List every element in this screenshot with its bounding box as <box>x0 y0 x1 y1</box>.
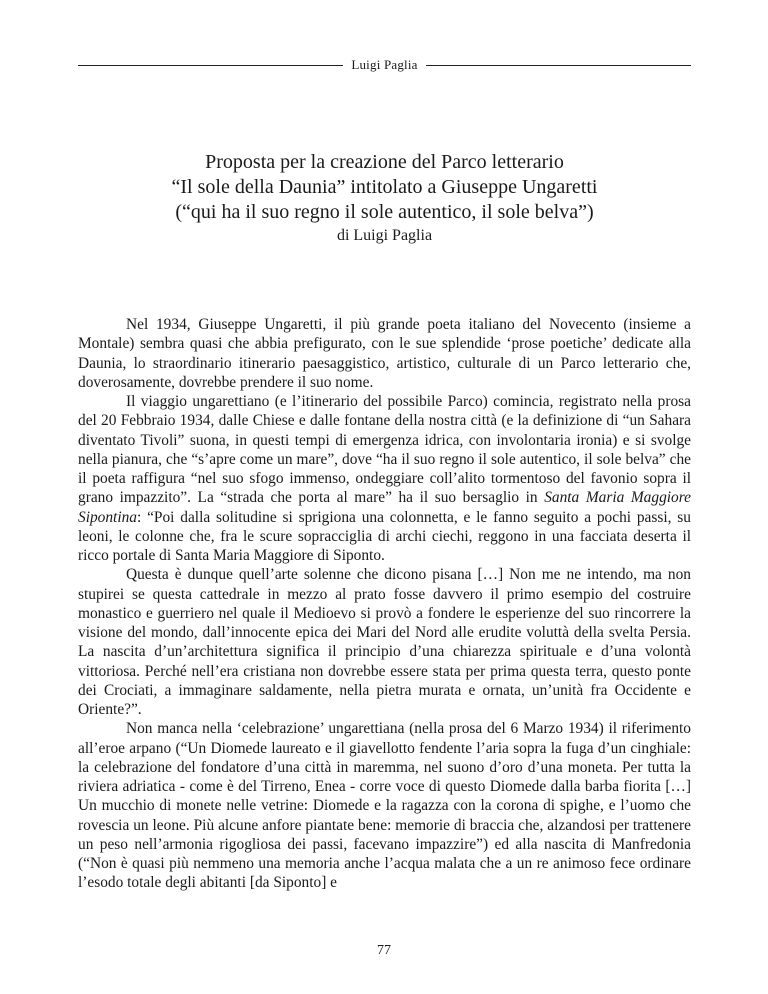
paragraph-1: Nel 1934, Giuseppe Ungaretti, il più grande poeta italiano del Novecento (insieme a Montale) sembra quasi che abbia prefigurato, con le sue splendide ‘prose poetiche’ dedicate alla Daunia, lo straordinario itinerario paesaggistico, artistico, culturale di un Parco letterario che, doverosamente, dovrebbe prendere il suo nome. <box>78 316 691 391</box>
header-rule-right <box>426 65 691 66</box>
paragraph-2-italic: Santa Maria Maggiore Sipontina <box>78 489 691 526</box>
paragraph-2-part-b: : “Poi dalla solitudine si sprigiona una colonnetta, e le fanno seguito a pochi passi, su leoni, le colonne che, fra le scure sopracciglia di archi ciechi, reggono in una facciata deserta il ricco portale di Santa Maria Maggiore di Siponto. <box>78 508 691 564</box>
header-rule-left <box>78 65 343 66</box>
paragraph-4: Non manca nella ‘celebrazione’ ungarettiana (nella prosa del 6 Marzo 1934) il riferimento all’eroe arpano (“Un Diomede laureato e il giavellotto fendente l’aria sopra la fuga d’un cinghiale: la celebrazione del fondatore d’una città in maremma, nel suono d’oro d’una moneta. Per tutta la riviera adriatica - come è del Tirreno, Enea - corre voce di questo Diomede dalla barba fiorita […] Un mucchio di monete nelle vetrine: Diomede e la ragazza con la corona di spighe, e l’uomo che rovescia un leone. Più alcune anfore piantate bene: memorie di braccia che, alzandosi per trattenere un peso nell’armonia rigogliosa dei passi, facevano impazzire”) ed alla nascita di Manfredonia (“Non è quasi più nemmeno una memoria anche l’acqua malata che a un re animoso fece ordinare l’esodo totale degli abitanti [da Siponto] e <box>78 720 691 892</box>
title-line-1: Proposta per la creazione del Parco letterario <box>205 151 564 173</box>
title-line-3: (“qui ha il suo regno il sole autentico, il sole belva”) <box>175 201 594 223</box>
title-line-2: “Il sole della Daunia” intitolato a Giuseppe Ungaretti <box>171 176 598 198</box>
paragraph-2 <box>78 392 691 565</box>
article-body <box>78 315 691 893</box>
running-header <box>78 55 691 75</box>
paragraph-2-part-a: Il viaggio ungarettiano (e l’itinerario del possibile Parco) comincia, registrato nella prosa del 20 Febbraio 1934, dalle Chiese e dalle fontane della nostra città (e la definizione di “un Sahara diventato Tivoli” suona, in questi tempi di emergenza idrica, con involontaria ironia) e si svolge nella pianura, che “s’apre come un mare”, dove “ha il suo regno il sole autentico, il sole belva” che il poeta raffigura “nel suo sfogo immenso, ondeggiare coll’alito tormentoso del favonio sopra il grano impazzito”. La “strada che porta al mare” ha il suo bersaglio in <box>78 393 691 507</box>
page-number: 77 <box>377 943 391 958</box>
running-title: Luigi Paglia <box>351 57 418 72</box>
article-title-block <box>78 150 691 247</box>
byline: di Luigi Paglia <box>336 227 433 244</box>
paragraph-3: Questa è dunque quell’arte solenne che dicono pisana […] Non me ne intendo, ma non stupirei se questa cattedrale in mezzo al prato fosse davvero il primo esempio del costruire monastico e guerriero nel quale il Medioevo si provò a fondere le esperienze del suo rincorrere la visione del mondo, dall’innocente epica dei Mari del Nord alle erudite voluttà della svelta Persia. La nascita d’un’architettura significa il principio d’una chiarezza spirituale e d’una volontà vittoriosa. Perché nell’era cristiana non dovrebbe essere stata per prima questa terra, questo ponte dei Crociati, a immaginare saldamente, nella pietra murata e ornata, un’unità fra Occidente e Oriente?”. <box>78 566 691 718</box>
